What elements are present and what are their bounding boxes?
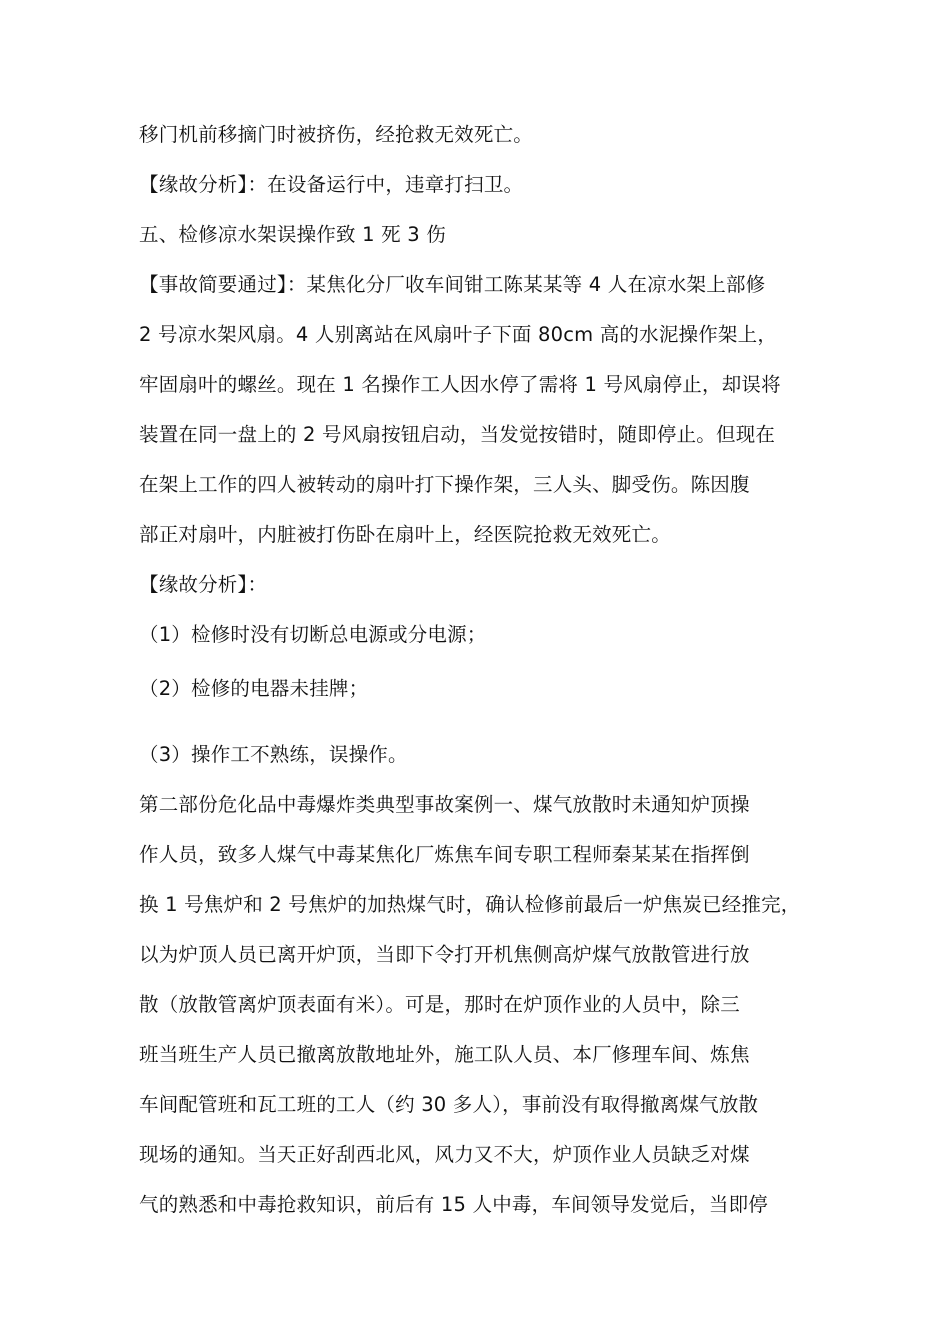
- text-line: 车间配管班和瓦工班的工人（约 30 多人），事前没有取得撤离煤气放散: [139, 1093, 759, 1116]
- text-line: 部正对扇叶，内脏被打伤卧在扇叶上，经医院抢救无效死亡。: [139, 523, 671, 546]
- section-heading: 五、检修凉水架误操作致 1 死 3 伤: [139, 223, 446, 246]
- text-line: 【缘故分析】：: [139, 573, 268, 596]
- text-line: 散（放散管离炉顶表面有米）。可是，那时在炉顶作业的人员中，除三: [139, 993, 740, 1016]
- list-item: （3）操作工不熟练，误操作。: [139, 743, 408, 766]
- text-line: 在架上工作的四人被转动的扇叶打下操作架，三人头、脚受伤。陈因腹: [139, 473, 750, 496]
- text-line: 【缘故分析】：在设备运行中，违章打扫卫。: [139, 173, 524, 196]
- text-line: 换 1 号焦炉和 2 号焦炉的加热煤气时，确认检修前最后一炉焦炭已经推完，: [139, 893, 801, 916]
- text-line: 装置在同一盘上的 2 号风扇按钮启动，当发觉按错时，随即停止。但现在: [139, 423, 776, 446]
- text-line: 作人员，致多人煤气中毒某焦化厂炼焦车间专职工程师秦某某在指挥倒: [139, 843, 750, 866]
- text-line: 牢固扇叶的螺丝。现在 1 名操作工人因水停了需将 1 号风扇停止，却误将: [139, 373, 781, 396]
- text-line: 气的熟悉和中毒抢救知识，前后有 15 人中毒，车间领导发觉后，当即停: [139, 1193, 769, 1216]
- list-item: （2）检修的电器未挂牌；: [139, 677, 369, 700]
- text-line: 第二部份危化品中毒爆炸类典型事故案例一、煤气放散时未通知炉顶操: [139, 793, 750, 816]
- text-line: 以为炉顶人员已离开炉顶，当即下令打开机焦侧高炉煤气放散管进行放: [139, 943, 750, 966]
- text-line: 现场的通知。当天正好刮西北风，风力又不大，炉顶作业人员缺乏对煤: [139, 1143, 750, 1166]
- text-line: 2 号凉水架风扇。4 人别离站在风扇叶子下面 80cm 高的水泥操作架上，: [139, 323, 778, 346]
- text-line: 班当班生产人员已撤离放散地址外，施工队人员、本厂修理车间、炼焦: [139, 1043, 750, 1066]
- text-line: 【事故简要通过】：某焦化分厂收车间钳工陈某某等 4 人在凉水架上部修: [139, 273, 766, 296]
- list-item: （1）检修时没有切断总电源或分电源；: [139, 623, 487, 646]
- text-line: 移门机前移摘门时被挤伤，经抢救无效死亡。: [139, 123, 534, 146]
